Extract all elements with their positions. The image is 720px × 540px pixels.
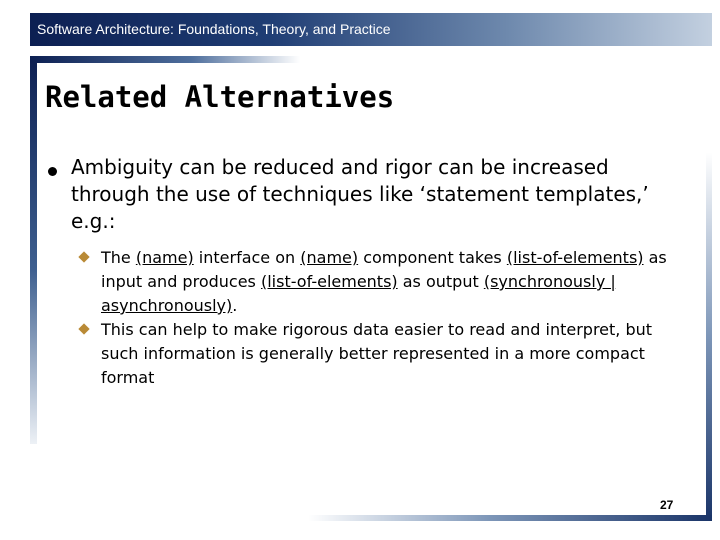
placeholder-name-1: (name) (135, 248, 194, 267)
slide-title: Related Alternatives (45, 80, 395, 114)
placeholder-sync: (synchronously | asynchronously) (101, 272, 616, 315)
placeholder-list-2: (list-of-elements) (260, 272, 398, 291)
text-segment: interface on (193, 248, 301, 267)
frame-bottom-border (308, 515, 712, 521)
diamond-bullet-icon (78, 323, 89, 334)
sub-bullet-2 (80, 318, 685, 390)
sub-bullet-2-text: This can help to make rigorous data easier to read and interpret, but such information is generally better represented in a more compact format (101, 320, 653, 387)
frame-right-border (706, 152, 712, 521)
text-segment: . (232, 296, 238, 315)
text-segment: component takes (358, 248, 507, 267)
header-title: Software Architecture: Foundations, Theory, and Practice (37, 21, 391, 37)
text-segment: The (101, 248, 136, 267)
frame-top-border (30, 56, 300, 63)
diamond-bullet-icon (78, 251, 89, 262)
frame-left-border (30, 56, 37, 444)
main-bullet-text: Ambiguity can be reduced and rigor can be increased through the use of techniques like ‘statement templates,’ e.g.: (71, 155, 649, 233)
bullet-dot-icon (48, 167, 57, 176)
header-bar (30, 13, 712, 46)
placeholder-list-1: (list-of-elements) (506, 248, 644, 267)
placeholder-name-2: (name) (300, 248, 359, 267)
text-segment: as input and produces (101, 248, 667, 291)
page-number: 27 (660, 498, 674, 512)
text-segment: as output (397, 272, 484, 291)
sub-bullet-1-text (101, 246, 685, 318)
sub-bullet-list (80, 246, 685, 390)
sub-bullet-1 (80, 246, 685, 318)
